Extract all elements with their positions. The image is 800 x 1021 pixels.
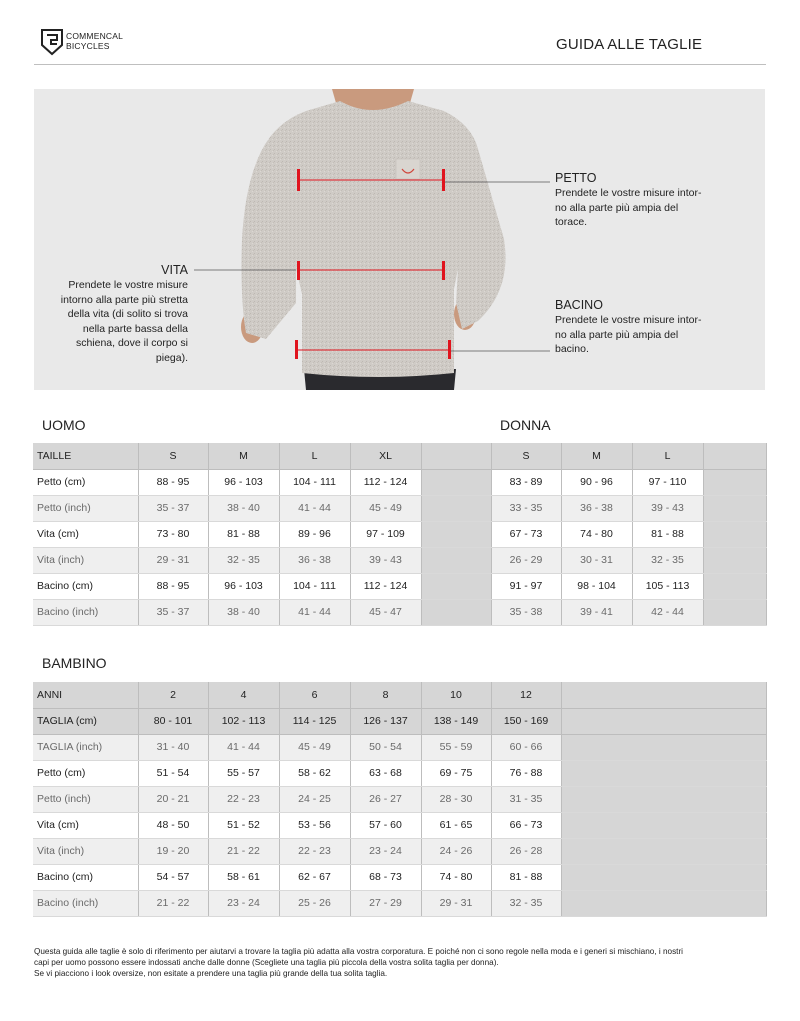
table-cell: 105 - 113 [632,573,703,599]
spacer-cell [561,890,766,916]
table-cell: 81 - 88 [208,521,279,547]
table-cell: 26 - 29 [491,547,561,573]
chest-text-line: no alla parte più ampia del [555,201,679,214]
table-cell: 67 - 73 [491,521,561,547]
table-header-row [33,443,766,469]
table-cell: 24 - 26 [421,838,491,864]
table-cell: 112 - 124 [350,573,421,599]
table-cell: 39 - 41 [561,599,632,625]
table-cell: 23 - 24 [208,890,279,916]
table-cell: 88 - 95 [138,469,208,495]
table-row [33,760,766,786]
table-row [33,864,766,890]
table-cell: 23 - 24 [350,838,421,864]
spacer-cell [703,495,766,521]
waist-callout [40,263,188,365]
table-cell: 19 - 20 [138,838,208,864]
table-cell: 29 - 31 [421,890,491,916]
disclaimer-line: Questa guida alle taglie è solo di riferimento per aiutarvi a trovare la taglia più adatta alla vostra corporatura. E poiché non ci sono regole nella moda e i generi si mischiano, i nostri [34,947,683,956]
spacer-cell [421,521,491,547]
table-row [33,547,766,573]
header-cell: 8 [350,682,421,708]
header-cell: ANNI [33,682,138,708]
waist-text-line: piega). [155,351,188,364]
table-cell: 41 - 44 [208,734,279,760]
header-cell: 12 [491,682,561,708]
row-label: Bacino (inch) [33,599,138,625]
chest-text-line: torace. [555,216,588,228]
table-row [33,890,766,916]
spacer-cell [703,573,766,599]
table-cell: 83 - 89 [491,469,561,495]
table-cell: 32 - 35 [208,547,279,573]
table-cell: 27 - 29 [350,890,421,916]
table-cell: 25 - 26 [279,890,350,916]
table-cell: 33 - 35 [491,495,561,521]
spacer-cell [703,547,766,573]
table-cell: 22 - 23 [208,786,279,812]
header-cell: M [208,443,279,469]
spacer-cell [561,682,766,708]
header-cell: L [279,443,350,469]
table-cell: 74 - 80 [421,864,491,890]
header-cell: 4 [208,682,279,708]
row-label: Vita (cm) [33,812,138,838]
shirt-logo-mark [396,159,420,179]
row-label: Petto (cm) [33,760,138,786]
spacer-cell [421,573,491,599]
table-row [33,599,766,625]
table-cell: 81 - 88 [632,521,703,547]
header-cell: 10 [421,682,491,708]
row-label: Petto (inch) [33,786,138,812]
header-cell: 2 [138,682,208,708]
hip-callout [555,298,755,357]
row-label: Bacino (cm) [33,573,138,599]
brand-line-2: BICYCLES [66,41,110,51]
header-divider [34,64,766,65]
table-row [33,734,766,760]
spacer-cell [561,734,766,760]
header-cell: S [138,443,208,469]
row-label: Petto (inch) [33,495,138,521]
spacer-cell [561,812,766,838]
table-cell: 60 - 66 [491,734,561,760]
shield-logo-icon [40,28,64,56]
table-cell: 81 - 88 [491,864,561,890]
row-label: Vita (inch) [33,838,138,864]
spacer-cell [561,838,766,864]
header-cell: S [491,443,561,469]
waist-text-line: intorno alla parte più stretta [60,293,188,306]
table-cell: 61 - 65 [421,812,491,838]
brand-line-1: COMMENCAL [66,31,124,41]
table-cell: 138 - 149 [421,708,491,734]
spacer-cell [421,469,491,495]
row-label: Petto (cm) [33,469,138,495]
table-cell: 45 - 49 [279,734,350,760]
disclaimer-line: Se vi piacciono i look oversize, non esitate a prendere una taglia più grande della tua solita taglia. [34,969,388,978]
row-label: Vita (cm) [33,521,138,547]
table-cell: 150 - 169 [491,708,561,734]
section-title-bambino: BAMBINO [42,655,107,671]
table-cell: 68 - 73 [350,864,421,890]
table-cell: 38 - 40 [208,599,279,625]
spacer-cell [703,599,766,625]
table-cell: 30 - 31 [561,547,632,573]
row-label: TAGLIA (cm) [33,708,138,734]
spacer-cell [703,469,766,495]
header-cell: M [561,443,632,469]
table-cell: 63 - 68 [350,760,421,786]
table-cell: 104 - 111 [279,469,350,495]
table-cell: 69 - 75 [421,760,491,786]
table-cell: 31 - 40 [138,734,208,760]
table-row [33,786,766,812]
header-cell: XL [350,443,421,469]
table-cell: 24 - 25 [279,786,350,812]
waist-text-line: nella parte bassa della [82,322,188,335]
table-cell: 57 - 60 [350,812,421,838]
spacer-cell [561,708,766,734]
table-cell: 35 - 37 [138,495,208,521]
table-cell: 41 - 44 [279,495,350,521]
table-cell: 21 - 22 [208,838,279,864]
table-cell: 36 - 38 [561,495,632,521]
table-cell: 51 - 52 [208,812,279,838]
table-cell: 55 - 57 [208,760,279,786]
table-cell: 32 - 35 [491,890,561,916]
spacer-cell [703,521,766,547]
waist-text-line: della vita (di solito si trova [67,308,188,320]
spacer-cell [421,547,491,573]
table-cell: 36 - 38 [279,547,350,573]
adult-size-table [33,443,767,626]
spacer-cell [421,495,491,521]
header-cell: TAILLE [33,443,138,469]
table-row [33,521,766,547]
table-cell: 39 - 43 [350,547,421,573]
section-title-donna: DONNA [500,417,551,433]
table-cell: 22 - 23 [279,838,350,864]
hip-text-line: bacino. [555,343,589,355]
row-label: Bacino (cm) [33,864,138,890]
spacer-cell [421,443,491,469]
table-cell: 21 - 22 [138,890,208,916]
table-row [33,469,766,495]
table-cell: 76 - 88 [491,760,561,786]
row-label: Bacino (inch) [33,890,138,916]
chest-text-line: Prendete le vostre misure intor- [555,187,702,199]
table-row [33,838,766,864]
table-cell: 58 - 62 [279,760,350,786]
chest-title: PETTO [555,171,597,185]
table-cell: 29 - 31 [138,547,208,573]
table-cell: 28 - 30 [421,786,491,812]
table-cell: 96 - 103 [208,573,279,599]
table-row [33,812,766,838]
table-cell: 66 - 73 [491,812,561,838]
waist-text-line: Prendete le vostre misure [68,279,188,291]
row-label: TAGLIA (inch) [33,734,138,760]
table-cell: 89 - 96 [279,521,350,547]
table-cell: 20 - 21 [138,786,208,812]
spacer-cell [421,599,491,625]
table-cell: 26 - 28 [491,838,561,864]
table-cell: 45 - 49 [350,495,421,521]
spacer-cell [561,786,766,812]
table-cell: 102 - 113 [208,708,279,734]
table-cell: 26 - 27 [350,786,421,812]
spacer-cell [561,864,766,890]
table-cell: 39 - 43 [632,495,703,521]
table-cell: 126 - 137 [350,708,421,734]
waist-title: VITA [161,263,188,277]
table-cell: 45 - 47 [350,599,421,625]
table-header-row [33,682,766,708]
table-cell: 35 - 38 [491,599,561,625]
table-cell: 35 - 37 [138,599,208,625]
table-cell: 104 - 111 [279,573,350,599]
table-cell: 91 - 97 [491,573,561,599]
hip-title: BACINO [555,298,603,312]
section-title-uomo: UOMO [42,417,86,433]
header-cell: L [632,443,703,469]
table-cell: 73 - 80 [138,521,208,547]
waist-text-line: schiena, dove il corpo si [75,337,188,349]
model-photo-panel [34,89,765,390]
table-cell: 114 - 125 [279,708,350,734]
table-row [33,573,766,599]
kids-size-table [33,682,767,917]
table-cell: 41 - 44 [279,599,350,625]
table-cell: 90 - 96 [561,469,632,495]
header-cell: 6 [279,682,350,708]
spacer-cell [561,760,766,786]
table-cell: 54 - 57 [138,864,208,890]
hip-text-line: no alla parte più ampia del [555,328,679,341]
table-cell: 31 - 35 [491,786,561,812]
table-cell: 51 - 54 [138,760,208,786]
page-title: GUIDA ALLE TAGLIE [556,36,703,53]
table-cell: 80 - 101 [138,708,208,734]
table-cell: 97 - 109 [350,521,421,547]
table-cell: 32 - 35 [632,547,703,573]
chest-callout [555,171,755,230]
table-cell: 112 - 124 [350,469,421,495]
table-row [33,495,766,521]
brand-name [66,31,123,51]
spacer-cell [703,443,766,469]
table-cell: 98 - 104 [561,573,632,599]
hip-text-line: Prendete le vostre misure intor- [555,314,702,326]
row-label: Vita (inch) [33,547,138,573]
table-cell: 74 - 80 [561,521,632,547]
disclaimer-line: capi per uomo possono essere indossati anche dalle donne (Scegliete una taglia più piccola della vostra solita taglia per donna). [34,958,499,967]
table-cell: 50 - 54 [350,734,421,760]
table-row [33,708,766,734]
table-cell: 53 - 56 [279,812,350,838]
model-tshirt [242,101,506,377]
table-cell: 96 - 103 [208,469,279,495]
table-cell: 88 - 95 [138,573,208,599]
size-guide-disclaimer [34,946,769,979]
table-cell: 97 - 110 [632,469,703,495]
table-cell: 42 - 44 [632,599,703,625]
table-cell: 58 - 61 [208,864,279,890]
table-cell: 48 - 50 [138,812,208,838]
table-cell: 38 - 40 [208,495,279,521]
table-cell: 55 - 59 [421,734,491,760]
table-cell: 62 - 67 [279,864,350,890]
